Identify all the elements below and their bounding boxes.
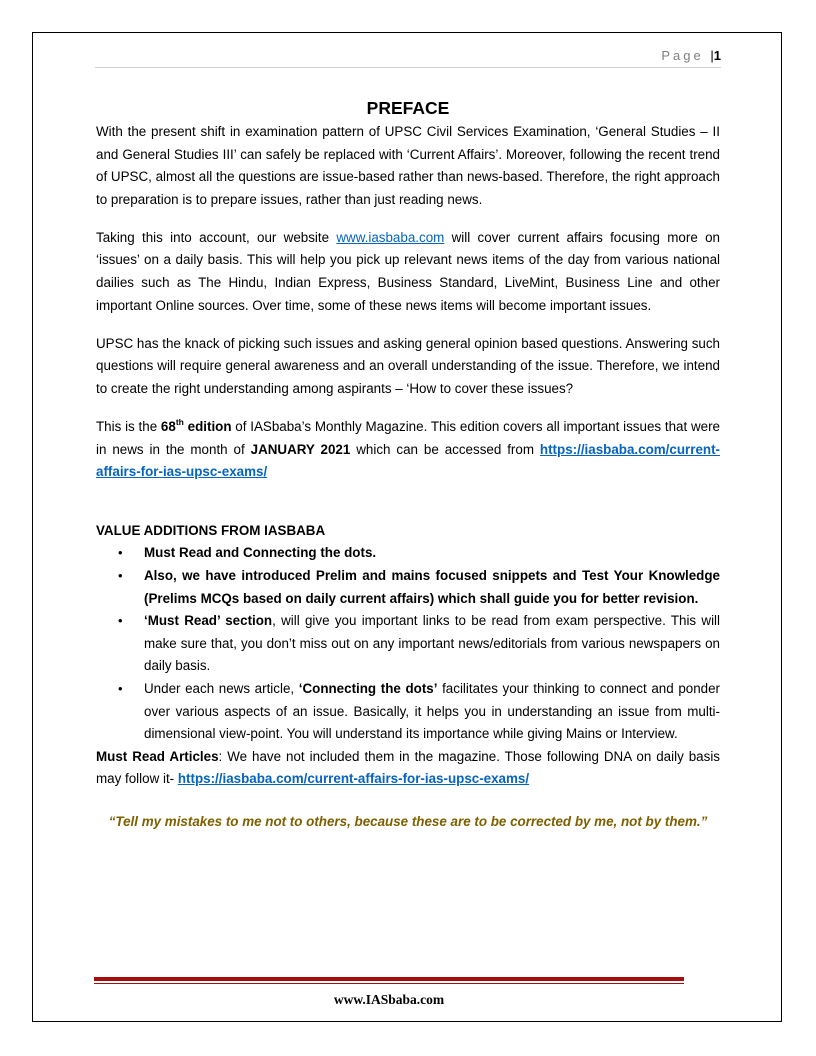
paragraph-intro: With the present shift in examination pattern of UPSC Civil Services Examination, ‘General Studies – II and General Studies III’ can safely be replaced with ‘Current Affairs’. Moreover, following the recent trend of UPSC, almost all the questions are issue-based rather than news-based. Therefore, the right approach to preparation is to prepare issues, rather than just reading news. [96, 124, 720, 207]
footer-website: www.IASbaba.com [333, 992, 445, 1007]
edition-month: JANUARY 2021 [250, 441, 351, 457]
page-number [661, 48, 721, 63]
page-title: PREFACE [366, 98, 450, 118]
page-number-value: 1 [713, 48, 721, 63]
page-header [95, 48, 721, 68]
value-additions-heading: VALUE ADDITIONS FROM IASBABA [96, 522, 326, 538]
text: will cover current affairs focusing more on ‘issues’ on a daily basis. This will help you pick up relevant news items of the day from various national dailies such as The Hindu, Indian Express, Business Standard, LiveMint, Business Line and other important Online sources. Over time, some of these news items will become important issues. [96, 229, 720, 313]
list-item: • Must Read and Connecting the dots. [96, 542, 720, 565]
text: This is the [96, 419, 161, 435]
list-item: • ‘Must Read’ section, will give you important links to be read from exam perspective. This will make sure that, you don’t miss out on any important news/editorials from various newspapers on daily basis. [96, 610, 720, 678]
paragraph-website [96, 227, 720, 317]
must-read-articles [96, 746, 720, 791]
current-affairs-link[interactable]: https://iasbaba.com/current-affairs-for-ias-upsc-exams/ [96, 441, 720, 480]
text: : We have not included them in the magazine. Those following DNA on daily basis may follow it- [96, 748, 720, 787]
text: Taking this into account, our website [96, 229, 337, 245]
header-divider [95, 67, 721, 68]
edition-number: 68th edition [160, 417, 232, 435]
document-body [96, 96, 720, 834]
list-item: • Under each news article, ‘Connecting the dots’ facilitates your thinking to connect and ponder over various aspects of an issue. Basically, it helps you in understanding an issue from multi-dimensional view-point. You will understand its importance while giving Mains or Interview. [96, 678, 720, 746]
footer-divider [94, 977, 684, 984]
must-read-link[interactable]: https://iasbaba.com/current-affairs-for-ias-upsc-exams/ [177, 771, 530, 787]
text: which can be accessed from [350, 441, 540, 457]
list-item: • Also, we have introduced Prelim and mains focused snippets and Test Your Knowledge (Prelims MCQs based on daily current affairs) which shall guide you for better revision. [96, 565, 720, 610]
page-label: Page [661, 48, 704, 63]
must-read-label: Must Read Articles [96, 748, 219, 764]
value-additions-list [96, 542, 720, 745]
text: of IASbaba’s Monthly Magazine. This edition covers all important issues that were in news in the month of [96, 419, 720, 457]
paragraph-edition [96, 416, 720, 484]
paragraph-upsc: UPSC has the knack of picking such issues and asking general opinion based questions. Answering such questions will require general awareness and an overall understanding of the issue. Therefore, we intend to create the right understanding among aspirants – ‘How to cover these issues? [96, 335, 720, 396]
quote: “Tell my mistakes to me not to others, because these are to be corrected by me, not by them.” [108, 813, 708, 829]
page-separator: | [710, 48, 714, 63]
website-link[interactable]: www.iasbaba.com [336, 229, 445, 245]
